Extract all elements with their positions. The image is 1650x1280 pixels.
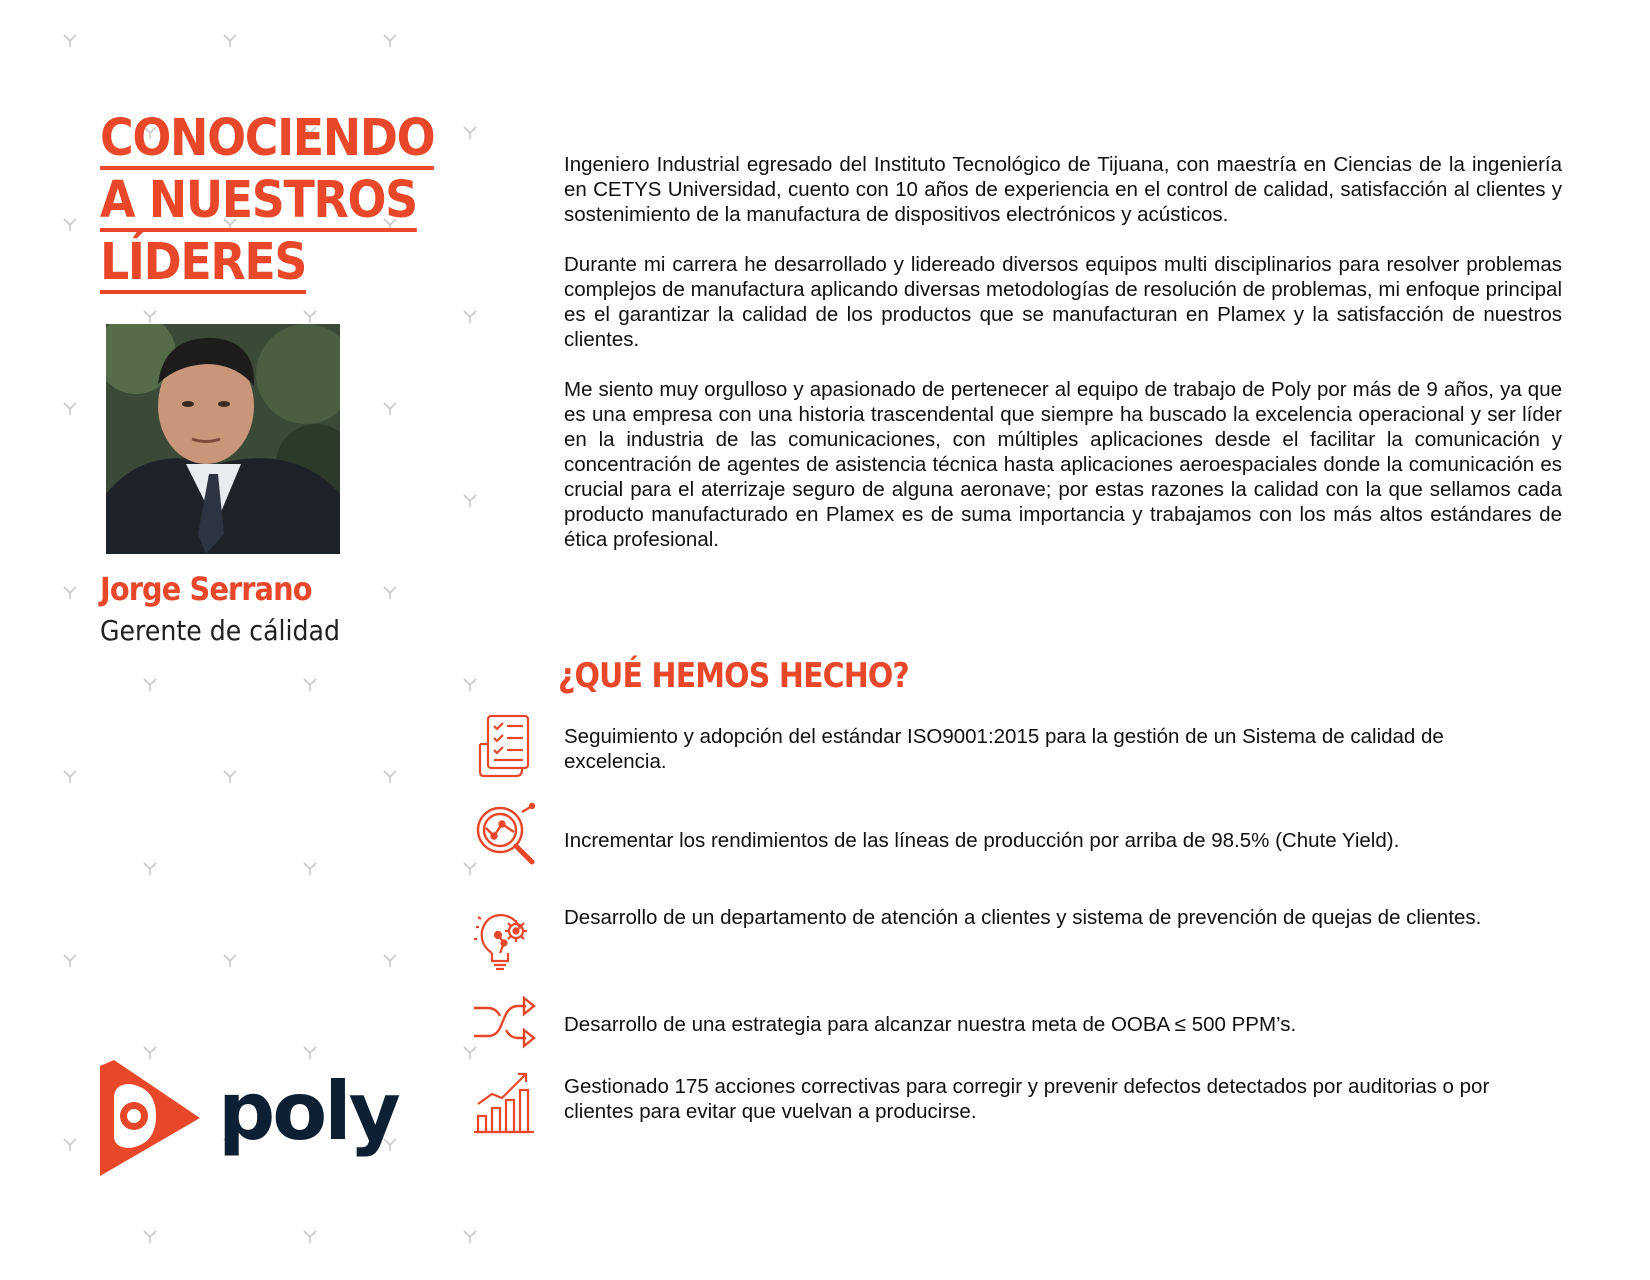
portrait-photo	[106, 324, 340, 554]
poly-logo-text: poly	[218, 1065, 398, 1158]
achievement-text-3: Desarrollo de un departamento de atención a clientes y sistema de prevención de quejas de clientes.	[564, 906, 1482, 929]
bio-paragraph-1: Ingeniero Industrial egresado del Instituto Tecnológico de Tijuana, con maestría en Ciencias de la ingeniería en CETYS Universidad, cuento con 10 años de experiencia en el control de calidad, satisfacción al clientes y sostenimiento de la manufactura de dispositivos electrónicos y acústicos.	[564, 153, 1562, 226]
title-line-2: A NUESTROS	[100, 171, 417, 230]
pattern-mark	[64, 35, 76, 47]
pattern-mark	[464, 679, 476, 691]
pattern-mark	[64, 219, 76, 231]
pattern-mark	[304, 863, 316, 875]
pattern-mark	[144, 679, 156, 691]
pattern-mark	[384, 955, 396, 967]
bio-section	[564, 152, 1562, 577]
pattern-mark	[64, 955, 76, 967]
pattern-mark	[224, 35, 236, 47]
achievement-text-5: Gestionado 175 acciones correctivas para corregir y prevenir defectos detectados por auditorias o por clientes para evitar que vuelvan a producirse.	[564, 1075, 1490, 1123]
growth-bar-chart-icon	[470, 1068, 540, 1138]
pattern-mark	[64, 1139, 76, 1151]
pattern-mark	[144, 311, 156, 323]
pattern-mark	[384, 35, 396, 47]
pattern-mark	[224, 771, 236, 783]
achievement-text-1: Seguimiento y adopción del estándar ISO9001:2015 para la gestión de un Sistema de calidad de excelencia.	[564, 725, 1444, 773]
lightbulb-gear-icon	[470, 905, 540, 975]
title-line-3: LÍDERES	[100, 233, 307, 292]
pattern-mark	[64, 403, 76, 415]
pattern-mark	[304, 311, 316, 323]
bio-paragraph-3: Me siento muy orgulloso y apasionado de pertenecer al equipo de trabajo de Poly por más de 9 años, ya que es una empresa con una historia trascendental que siempre ha buscado la excelencia operacional y ser líder en la industria de las comunicaciones, con múltiples aplicaciones desde el facilitar la comunicación y concentración de agentes de asistencia técnica hasta aplicaciones aeroespaciales donde la comunicación es crucial para el aterrizaje seguro de alguna aeronave; por estas razones la calidad con la que sellamos cada producto manufacturado en Plamex es de suma importancia y trabajamos con los más altos estándares de ética profesional.	[564, 378, 1562, 551]
poly-logo	[100, 1058, 398, 1178]
pattern-mark	[64, 587, 76, 599]
shuffle-arrows-icon	[470, 988, 540, 1058]
pattern-mark	[384, 403, 396, 415]
person-role: Gerente de cálidad	[100, 614, 340, 647]
magnifier-chart-icon	[470, 802, 540, 872]
pattern-mark	[464, 311, 476, 323]
pattern-mark	[304, 679, 316, 691]
page-title	[100, 108, 434, 294]
achievements-title: ¿QUÉ HEMOS HECHO?	[558, 656, 909, 696]
achievement-text-4: Desarrollo de una estrategia para alcanzar nuestra meta de OOBA ≤ 500 PPM’s.	[564, 1013, 1297, 1036]
pattern-mark	[464, 1231, 476, 1243]
pattern-mark	[464, 127, 476, 139]
pattern-mark	[224, 955, 236, 967]
pattern-mark	[144, 863, 156, 875]
bio-paragraph-2: Durante mi carrera he desarrollado y lidereado diversos equipos multi disciplinarios para resolver problemas complejos de manufactura aplicando diversas metodologías de resolución de problemas, mi enfoque principal es el garantizar la calidad de los productos que se manufacturan en Plamex y la satisfacción de nuestros clientes.	[564, 253, 1562, 351]
achievement-text-2: Incrementar los rendimientos de las líneas de producción por arriba de 98.5% (Chute Yield).	[564, 829, 1400, 852]
title-line-1: CONOCIENDO	[100, 109, 435, 168]
pattern-mark	[144, 1231, 156, 1243]
checklist-icon	[470, 710, 540, 780]
pattern-mark	[384, 771, 396, 783]
pattern-mark	[384, 587, 396, 599]
pattern-mark	[64, 771, 76, 783]
person-name: Jorge Serrano	[100, 570, 312, 608]
pattern-mark	[464, 495, 476, 507]
pattern-mark	[304, 1231, 316, 1243]
